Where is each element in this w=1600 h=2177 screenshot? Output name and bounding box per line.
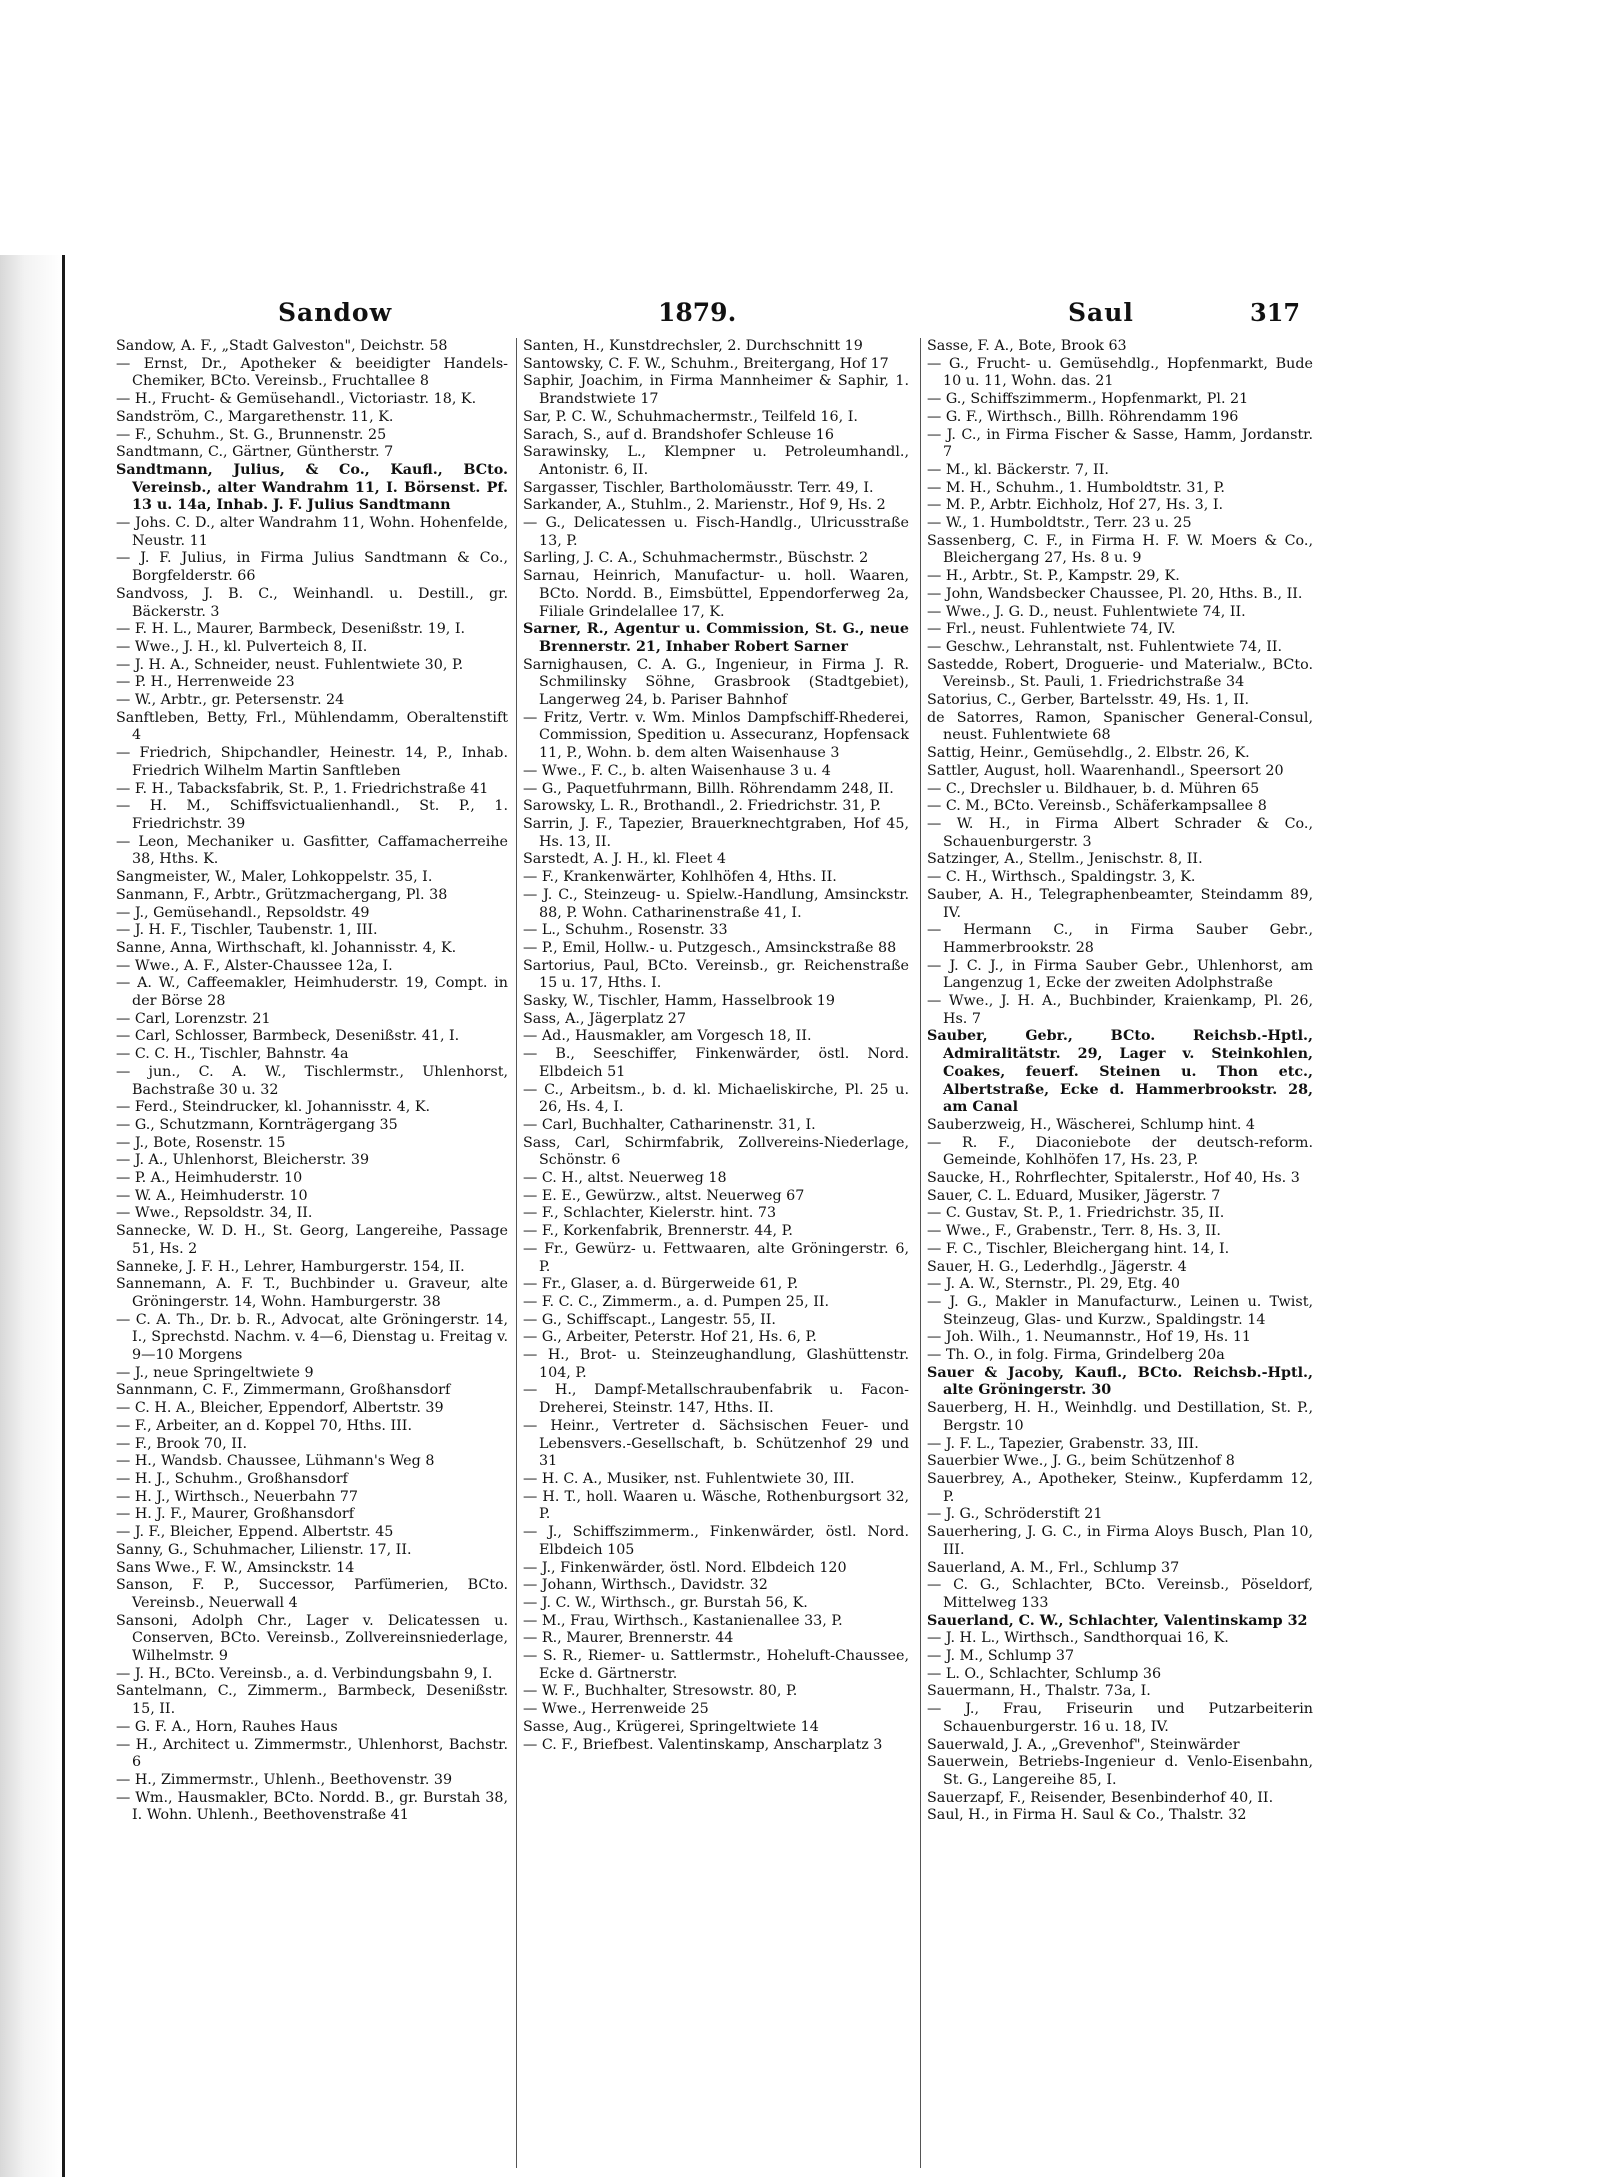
directory-entry: — G. F. A., Horn, Rauhes Haus — [116, 1718, 338, 1735]
directory-entry: — F., Korkenfabrik, Brennerstr. 44, P. — [523, 1223, 793, 1240]
directory-entry: Sastedde, Robert, Droguerie- und Materialw., BCto. Vereinsb., St. Pauli, 1. Friedrichstraße 34 — [927, 656, 1313, 691]
directory-entry: — Wwe., Repsoldstr. 34, II. — [116, 1205, 313, 1222]
directory-entry: Sandtmann, Julius, & Co., Kaufl., BCto. Vereinsb., alter Wandrahm 11, I. Börsenst. Pf. 13 u. 14a, Inhab. J. F. Julius Sandtmann — [116, 461, 508, 514]
directory-entry: — W. H., in Firma Albert Schrader & Co., Schauenburgerstr. 3 — [927, 815, 1313, 850]
directory-entry: — Wwe., J. G. D., neust. Fuhlentwiete 74, II. — [927, 603, 1246, 620]
directory-entry: — J. F., Bleicher, Eppend. Albertstr. 45 — [116, 1524, 394, 1541]
directory-entry: — John, Wandsbecker Chaussee, Pl. 20, Hths. B., II. — [927, 585, 1303, 602]
directory-entry: Sar, P. C. W., Schuhmachermstr., Teilfeld 16, I. — [523, 408, 858, 425]
directory-entry: — Fr., Glaser, a. d. Bürgerweide 61, P. — [523, 1276, 799, 1293]
directory-entry: — G., Schiffscapt., Langestr. 55, II. — [523, 1311, 776, 1328]
directory-entry: — H., Zimmermstr., Uhlenh., Beethovenstr. 39 — [116, 1771, 453, 1788]
directory-entry: Saul, H., in Firma H. Saul & Co., Thalstr. 32 — [927, 1807, 1247, 1824]
directory-entry: Sarawinsky, L., Klempner u. Petroleumhandl., Antonistr. 6, II. — [523, 444, 909, 478]
directory-entry: — C., Arbeitsm., b. d. kl. Michaeliskirche, Pl. 25 u. 26, Hs. 4, I. — [523, 1081, 909, 1116]
directory-entry: — J., neue Springeltwiete 9 — [116, 1364, 314, 1381]
directory-entry: — J. H., BCto. Vereinsb., a. d. Verbindungsbahn 9, I. — [116, 1665, 493, 1682]
directory-entry: Sarnau, Heinrich, Manufactur- u. holl. Waaren, BCto. Nordd. B., Eimsbüttel, Eppendorferweg 2a, Filiale Grindelallee 17, K. — [523, 568, 909, 620]
directory-entry: — P. A., Heimhuderstr. 10 — [116, 1170, 303, 1187]
directory-entry: — C. M., BCto. Vereinsb., Schäferkampsallee 8 — [927, 798, 1267, 815]
directory-entry: Santelmann, C., Zimmerm., Barmbeck, Desenißstr. 15, II. — [116, 1683, 508, 1718]
directory-entry: — W. A., Heimhuderstr. 10 — [116, 1187, 308, 1204]
directory-entry: Sassenberg, C. F., in Firma H. F. W. Moers & Co., Bleichergang 27, Hs. 8 u. 9 — [927, 532, 1313, 567]
directory-entry: — H. J. F., Maurer, Großhansdorf — [116, 1506, 355, 1523]
directory-entry: — J. G., Makler in Manufacturw., Leinen u. Twist, Steinzeug, Glas- und Kurzw., Spaldingstr. 14 — [927, 1293, 1313, 1328]
directory-entry: Santen, H., Kunstdrechsler, 2. Durchschnitt 19 — [523, 338, 863, 354]
directory-entry: — J., Gemüsehandl., Repsoldstr. 49 — [116, 904, 370, 921]
column-1 — [116, 338, 508, 2168]
directory-entry: — C., Drechsler u. Bildhauer, b. d. Mühren 65 — [927, 780, 1260, 797]
directory-entry: Sanmann, F., Arbtr., Grützmachergang, Pl. 38 — [116, 886, 448, 903]
directory-entry: — Wwe., J. H., kl. Pulverteich 8, II. — [116, 638, 368, 655]
directory-entry: Sarling, J. C. A., Schuhmachermstr., Büschstr. 2 — [523, 550, 869, 567]
directory-entry: — L., Schuhm., Rosenstr. 33 — [523, 922, 728, 939]
directory-entry: — J. C., in Firma Fischer & Sasse, Hamm, Jordanstr. 7 — [927, 426, 1313, 461]
directory-entry: — C. F., Briefbest. Valentinskamp, Anscharplatz 3 — [523, 1736, 883, 1753]
directory-entry: — C. H., altst. Neuerweg 18 — [523, 1170, 727, 1187]
directory-entry: Sandvoss, J. B. C., Weinhandl. u. Destill., gr. Bäckerstr. 3 — [116, 585, 508, 620]
directory-entry: — J. C. J., in Firma Sauber Gebr., Uhlenhorst, am Langenzug 1, Ecke der zweiten Adolphstraße — [927, 957, 1313, 992]
directory-entry: — C. H. A., Bleicher, Eppendorf, Albertstr. 39 — [116, 1400, 444, 1417]
directory-entry: Sanftleben, Betty, Frl., Mühlendamm, Oberaltenstift 4 — [116, 709, 508, 744]
directory-entry: — F., Brook 70, II. — [116, 1435, 248, 1452]
page-number: 317 — [1250, 298, 1301, 327]
directory-entry: — Johann, Wirthsch., Davidstr. 32 — [523, 1577, 768, 1594]
directory-entry: — J. F. Julius, in Firma Julius Sandtmann & Co., Borgfelderstr. 66 — [116, 550, 508, 585]
directory-entry: Sauerland, C. W., Schlachter, Valentinskamp 32 — [927, 1612, 1308, 1629]
directory-entry: Sarrin, J. F., Tapezier, Brauerknechtgraben, Hof 45, Hs. 13, II. — [523, 815, 909, 850]
directory-entry: Sannemann, A. F. T., Buchbinder u. Graveur, alte Gröningerstr. 14, Wohn. Hamburgerstr. 38 — [116, 1276, 508, 1310]
directory-entry: Sattig, Heinr., Gemüsehdlg., 2. Elbstr. 26, K. — [927, 745, 1250, 762]
directory-entry: — Carl, Schlosser, Barmbeck, Desenißstr. 41, I. — [116, 1028, 460, 1045]
directory-entry: — C. G., Schlachter, BCto. Vereinsb., Pöseldorf, Mittelweg 133 — [927, 1577, 1313, 1611]
directory-entry: — C. A. Th., Dr. b. R., Advocat, alte Gröningerstr. 14, I., Sprechstd. Nachm. v. 4—6, Dienstag u. Freitag v. 9—10 Morgens — [116, 1311, 508, 1364]
page-header — [68, 298, 1400, 338]
directory-entry: Satorius, C., Gerber, Bartelsstr. 49, Hs. 1, II. — [927, 692, 1250, 709]
directory-entry: Sarkander, A., Stuhlm., 2. Marienstr., Hof 9, Hs. 2 — [523, 497, 886, 514]
directory-entry: Sauermann, H., Thalstr. 73a, I. — [927, 1683, 1151, 1700]
directory-entry: — A. W., Caffeemakler, Heimhuderstr. 19, Compt. in der Börse 28 — [116, 975, 508, 1010]
directory-entry: — J., Finkenwärder, östl. Nord. Elbdeich 120 — [523, 1559, 847, 1576]
directory-entry: — G., Delicatessen u. Fisch-Handlg., Ulricusstraße 13, P. — [523, 515, 909, 549]
directory-entry: — Leon, Mechaniker u. Gasfitter, Caffamacherreihe 38, Hths. K. — [116, 833, 508, 868]
directory-entry: — H. J., Schuhm., Großhansdorf — [116, 1471, 348, 1487]
directory-entry: Sargasser, Tischler, Bartholomäusstr. Terr. 49, I. — [523, 479, 874, 496]
directory-entry: Sauerzapf, F., Reisender, Besenbinderhof 40, II. — [927, 1789, 1274, 1806]
directory-entry: — L. O., Schlachter, Schlump 36 — [927, 1665, 1162, 1682]
directory-entry: — Hermann C., in Firma Sauber Gebr., Hammerbrookstr. 28 — [927, 922, 1313, 956]
directory-entry: — Johs. C. D., alter Wandrahm 11, Wohn. Hohenfelde, Neustr. 11 — [116, 515, 508, 549]
directory-entry: Sauerhering, J. G. C., in Firma Aloys Busch, Plan 10, III. — [927, 1524, 1313, 1558]
directory-entry: — C. Gustav, St. P., 1. Friedrichstr. 35, II. — [927, 1205, 1225, 1222]
directory-entry: Sass, A., Jägerplatz 27 — [523, 1010, 687, 1027]
directory-entry: Sandow, A. F., „Stadt Galveston", Deichstr. 58 — [116, 338, 448, 354]
year-heading: 1879. — [658, 298, 737, 327]
directory-entry: — Joh. Wilh., 1. Neumannstr., Hof 19, Hs. 11 — [927, 1329, 1252, 1346]
directory-entry: — W., Arbtr., gr. Petersenstr. 24 — [116, 692, 345, 709]
directory-entry: — P., Emil, Hollw.- u. Putzgesch., Amsinckstraße 88 — [523, 939, 897, 956]
directory-entry: — F., Schuhm., St. G., Brunnenstr. 25 — [116, 426, 387, 443]
directory-entry: — H., Arbtr., St. P., Kampstr. 29, K. — [927, 568, 1180, 585]
directory-entry: — F., Arbeiter, an d. Koppel 70, Hths. III. — [116, 1417, 412, 1434]
directory-entry: — G. F., Wirthsch., Billh. Röhrendamm 196 — [927, 408, 1239, 425]
directory-entry: Sangmeister, W., Maler, Lohkoppelstr. 35, I. — [116, 869, 433, 886]
directory-entry: — F. C. C., Zimmerm., a. d. Pumpen 25, II. — [523, 1293, 830, 1310]
directory-entry: — Heinr., Vertreter d. Sächsischen Feuer- und Lebensvers.-Gesellschaft, b. Schützenhof 29 und 31 — [523, 1417, 909, 1470]
directory-entry: Sauerberg, H. H., Weinhdlg. und Destillation, St. P., Bergstr. 10 — [927, 1400, 1313, 1434]
directory-entry: Sartorius, Paul, BCto. Vereinsb., gr. Reichenstraße 15 u. 17, Hths. I. — [523, 957, 909, 992]
directory-entry: — H., Wandsb. Chaussee, Lühmann's Weg 8 — [116, 1453, 435, 1470]
directory-entry: — M. H., Schuhm., 1. Humboldtstr. 31, P. — [927, 479, 1225, 496]
directory-entry: — Ad., Hausmakler, am Vorgesch 18, II. — [523, 1028, 812, 1045]
directory-entry: Sattler, August, holl. Waarenhandl., Speersort 20 — [927, 762, 1284, 779]
directory-entry: — M. P., Arbtr. Eichholz, Hof 27, Hs. 3, I. — [927, 497, 1224, 514]
directory-entry: — B., Seeschiffer, Finkenwärder, östl. Nord. Elbdeich 51 — [523, 1046, 909, 1080]
directory-entry: Sasky, W., Tischler, Hamm, Hasselbrook 19 — [523, 993, 835, 1010]
directory-entry: — H. C. A., Musiker, nst. Fuhlentwiete 30, III. — [523, 1471, 855, 1487]
directory-entry: Sanne, Anna, Wirthschaft, kl. Johannisstr. 4, K. — [116, 939, 457, 956]
directory-entry: Sasse, F. A., Bote, Brook 63 — [927, 338, 1127, 354]
directory-entry: — J. G., Schröderstift 21 — [927, 1506, 1103, 1523]
directory-entry: Sass, Carl, Schirmfabrik, Zollvereins-Niederlage, Schönstr. 6 — [523, 1134, 909, 1169]
directory-entry: — J. H. A., Schneider, neust. Fuhlentwiete 30, P. — [116, 656, 464, 673]
directory-entry: — M., kl. Bäckerstr. 7, II. — [927, 461, 1109, 478]
directory-entry: — Th. O., in folg. Firma, Grindelberg 20a — [927, 1347, 1225, 1364]
directory-entry: Sauerwald, J. A., „Grevenhof", Steinwärder — [927, 1736, 1240, 1753]
directory-entry: de Satorres, Ramon, Spanischer General-Consul, neust. Fuhlentwiete 68 — [927, 709, 1313, 744]
directory-entry: Santowsky, C. F. W., Schuhm., Breitergang, Hof 17 — [523, 355, 889, 372]
directory-entry: — Wwe., F. C., b. alten Waisenhause 3 u. 4 — [523, 762, 831, 779]
directory-entry: — H., Brot- u. Steinzeughandlung, Glashüttenstr. 104, P. — [523, 1347, 909, 1381]
directory-entry: — P. H., Herrenweide 23 — [116, 674, 295, 691]
directory-entry: — H. T., holl. Waaren u. Wäsche, Rothenburgsort 32, P. — [523, 1488, 909, 1523]
directory-entry: — H., Architect u. Zimmermstr., Uhlenhorst, Bachstr. 6 — [116, 1736, 508, 1771]
directory-entry: Sarowsky, L. R., Brothandl., 2. Friedrichstr. 31, P. — [523, 798, 881, 815]
directory-entry: Satzinger, A., Stellm., Jenischstr. 8, II. — [927, 851, 1203, 868]
directory-entry: Sandtmann, C., Gärtner, Güntherstr. 7 — [116, 444, 394, 461]
directory-entry: — Carl, Buchhalter, Catharinenstr. 31, I. — [523, 1116, 816, 1133]
directory-entry: — J. H. F., Tischler, Taubenstr. 1, III. — [116, 922, 378, 939]
directory-entry: Sauber, A. H., Telegraphenbeamter, Steindamm 89, IV. — [927, 886, 1313, 921]
directory-entry: — J. M., Schlump 37 — [927, 1648, 1075, 1665]
directory-entry: — Wwe., J. H. A., Buchbinder, Kraienkamp, Pl. 26, Hs. 7 — [927, 993, 1313, 1027]
directory-entry: Sannmann, C. F., Zimmermann, Großhansdorf — [116, 1382, 451, 1399]
directory-entry: Sanson, F. P., Successor, Parfümerien, BCto. Vereinsb., Neuerwall 4 — [116, 1577, 508, 1611]
directory-entry: — J., Schiffszimmerm., Finkenwärder, östl. Nord. Elbdeich 105 — [523, 1524, 909, 1558]
running-head-last-entry: Saul — [1068, 298, 1134, 327]
directory-entry: — Carl, Lorenzstr. 21 — [116, 1010, 271, 1027]
directory-entry: — C. C. H., Tischler, Bahnstr. 4a — [116, 1046, 349, 1063]
directory-entry: — Ferd., Steindrucker, kl. Johannisstr. 4, K. — [116, 1099, 431, 1116]
directory-entry: — H., Dampf-Metallschraubenfabrik u. Facon-Dreherei, Steinstr. 147, Hths. II. — [523, 1382, 909, 1417]
directory-entry: — Wwe., A. F., Alster-Chaussee 12a, I. — [116, 957, 393, 974]
directory-page — [68, 268, 1400, 2177]
directory-entry: — W. F., Buchhalter, Stresowstr. 80, P. — [523, 1683, 798, 1700]
directory-entry: Sauerland, A. M., Frl., Schlump 37 — [927, 1559, 1180, 1576]
directory-entry: — R., Maurer, Brennerstr. 44 — [523, 1630, 734, 1647]
directory-entry: Sarach, S., auf d. Brandshofer Schleuse 16 — [523, 426, 834, 443]
directory-entry: — F. H. L., Maurer, Barmbeck, Desenißstr. 19, I. — [116, 621, 466, 638]
directory-entry: — Frl., neust. Fuhlentwiete 74, IV. — [927, 621, 1176, 638]
directory-entry: — R. F., Diaconiebote der deutsch-reform. Gemeinde, Kohlhöfen 17, Hs. 23, P. — [927, 1134, 1313, 1169]
directory-entry: — F., Krankenwärter, Kohlhöfen 4, Hths. II. — [523, 869, 837, 886]
entry-columns — [116, 338, 1376, 2168]
directory-entry: — Fritz, Vertr. v. Wm. Minlos Dampfschiff-Rhederei, Commission, Spedition u. Assecuranz, Hopfensack 11, P., Wohn. b. dem alten Waisenhause 3 — [523, 709, 909, 762]
directory-entry: Sauber, Gebr., BCto. Reichsb.-Hptl., Admiralitätstr. 29, Lager v. Steinkohlen, Coakes, feuerf. Steinen u. Thon etc., Albertstraße, Ecke d. Hammerbrookstr. 28, am Canal — [927, 1028, 1313, 1116]
directory-entry: Sauberzweig, H., Wäscherei, Schlump hint. 4 — [927, 1116, 1256, 1133]
directory-entry: — J. A., Uhlenhorst, Bleicherstr. 39 — [116, 1152, 370, 1169]
directory-entry: — S. R., Riemer- u. Sattlermstr., Hoheluft-Chaussee, Ecke d. Gärtnerstr. — [523, 1648, 909, 1682]
directory-entry: — Wwe., F., Grabenstr., Terr. 8, Hs. 3, II. — [927, 1223, 1221, 1240]
directory-entry: — Fr., Gewürz- u. Fettwaaren, alte Gröningerstr. 6, P. — [523, 1240, 909, 1275]
directory-entry: — M., Frau, Wirthsch., Kastanienallee 33, P. — [523, 1612, 843, 1629]
directory-entry: Sandström, C., Margarethenstr. 11, K. — [116, 408, 394, 425]
directory-entry: — H. M., Schiffsvictualienhandl., St. P., 1. Friedrichstr. 39 — [116, 798, 508, 832]
directory-entry: — H. J., Wirthsch., Neuerbahn 77 — [116, 1488, 358, 1505]
directory-entry: — J. C., Steinzeug- u. Spielw.-Handlung, Amsinckstr. 88, P. Wohn. Catharinenstraße 41, I. — [523, 886, 909, 921]
directory-entry: — F. C., Tischler, Bleichergang hint. 14, I. — [927, 1240, 1230, 1257]
directory-entry: Sans Wwe., F. W., Amsinckstr. 14 — [116, 1559, 355, 1576]
scan-page-edge — [0, 255, 65, 2177]
directory-entry: — J. C. W., Wirthsch., gr. Burstah 56, K. — [523, 1594, 808, 1611]
directory-entry: — F., Schlachter, Kielerstr. hint. 73 — [523, 1205, 777, 1222]
directory-entry: — G., Schiffszimmerm., Hopfenmarkt, Pl. 21 — [927, 391, 1249, 408]
directory-entry: — Wwe., Herrenweide 25 — [523, 1701, 709, 1718]
directory-entry: Sauerbier Wwe., J. G., beim Schützenhof 8 — [927, 1453, 1235, 1470]
directory-entry: Sarstedt, A. J. H., kl. Fleet 4 — [523, 851, 727, 868]
column-2 — [516, 338, 909, 2168]
directory-entry: Sauerbrey, A., Apotheker, Steinw., Kupferdamm 12, P. — [927, 1471, 1313, 1505]
directory-entry: Sannecke, W. D. H., St. Georg, Langereihe, Passage 51, Hs. 2 — [116, 1223, 508, 1257]
directory-entry: — J. H. L., Wirthsch., Sandthorquai 16, K. — [927, 1630, 1229, 1647]
directory-entry: — Friedrich, Shipchandler, Heinestr. 14, P., Inhab. Friedrich Wilhelm Martin Sanftleben — [116, 745, 508, 779]
directory-entry: — Geschw., Lehranstalt, nst. Fuhlentwiete 74, II. — [927, 638, 1283, 655]
directory-entry: — E. E., Gewürzw., altst. Neuerweg 67 — [523, 1187, 805, 1204]
directory-entry: — Ernst, Dr., Apotheker & beeidigter Handels-Chemiker, BCto. Vereinsb., Fruchtallee 8 — [116, 355, 508, 390]
directory-entry: Saphir, Joachim, in Firma Mannheimer & Saphir, 1. Brandstwiete 17 — [523, 373, 909, 408]
directory-entry: — G., Arbeiter, Peterstr. Hof 21, Hs. 6, P. — [523, 1329, 817, 1346]
directory-entry: — J., Bote, Rosenstr. 15 — [116, 1134, 286, 1151]
directory-entry: Sasse, Aug., Krügerei, Springeltwiete 14 — [523, 1718, 819, 1735]
directory-entry: — H., Frucht- & Gemüsehandl., Victoriastr. 18, K. — [116, 391, 477, 408]
directory-entry: — W., 1. Humboldtstr., Terr. 23 u. 25 — [927, 515, 1192, 532]
directory-entry: — G., Frucht- u. Gemüsehdlg., Hopfenmarkt, Bude 10 u. 11, Wohn. das. 21 — [927, 355, 1313, 390]
directory-entry: — Wm., Hausmakler, BCto. Nordd. B., gr. Burstah 38, I. Wohn. Uhlenh., Beethovenstraße 41 — [116, 1789, 508, 1824]
directory-entry: Sauer, C. L. Eduard, Musiker, Jägerstr. 7 — [927, 1187, 1221, 1204]
directory-entry: Saucke, H., Rohrflechter, Spitalerstr., Hof 40, Hs. 3 — [927, 1170, 1300, 1187]
directory-entry: — C. H., Wirthsch., Spaldingstr. 3, K. — [927, 869, 1196, 886]
directory-entry: Sauer & Jacoby, Kaufl., BCto. Reichsb.-Hptl., alte Gröningerstr. 30 — [927, 1364, 1313, 1399]
directory-entry: Sauer, H. G., Lederhdlg., Jägerstr. 4 — [927, 1258, 1187, 1275]
directory-entry: — jun., C. A. W., Tischlermstr., Uhlenhorst, Bachstraße 30 u. 32 — [116, 1063, 508, 1098]
directory-entry: Sarnighausen, C. A. G., Ingenieur, in Firma J. R. Schmilinsky Söhne, Grasbrook (Stadtgebiet), Langerweg 24, b. Pariser Bahnhof — [523, 656, 909, 709]
directory-entry: — J. A. W., Sternstr., Pl. 29, Etg. 40 — [927, 1276, 1180, 1293]
directory-entry: — F. H., Tabacksfabrik, St. P., 1. Friedrichstraße 41 — [116, 780, 489, 797]
column-3 — [920, 338, 1313, 2168]
directory-entry: — G., Schutzmann, Kornträgergang 35 — [116, 1116, 398, 1133]
directory-entry: Sanneke, J. F. H., Lehrer, Hamburgerstr. 154, II. — [116, 1258, 465, 1275]
directory-entry: — J., Frau, Friseurin und Putzarbeiterin Schauenburgerstr. 16 u. 18, IV. — [927, 1701, 1313, 1735]
directory-entry: Sauerwein, Betriebs-Ingenieur d. Venlo-Eisenbahn, St. G., Langereihe 85, I. — [927, 1754, 1313, 1788]
directory-entry: Sansoni, Adolph Chr., Lager v. Delicatessen u. Conserven, BCto. Vereinsb., Zollvereinsniederlage, Wilhelmstr. 9 — [116, 1612, 508, 1665]
directory-entry: Sarner, R., Agentur u. Commission, St. G., neue Brennerstr. 21, Inhaber Robert Sarner — [523, 621, 909, 655]
running-head-first-entry: Sandow — [278, 298, 393, 327]
directory-entry: — J. F. L., Tapezier, Grabenstr. 33, III. — [927, 1435, 1199, 1452]
directory-entry: — G., Paquetfuhrmann, Billh. Röhrendamm 248, II. — [523, 780, 894, 797]
directory-entry: Sanny, G., Schuhmacher, Lilienstr. 17, II. — [116, 1541, 412, 1558]
